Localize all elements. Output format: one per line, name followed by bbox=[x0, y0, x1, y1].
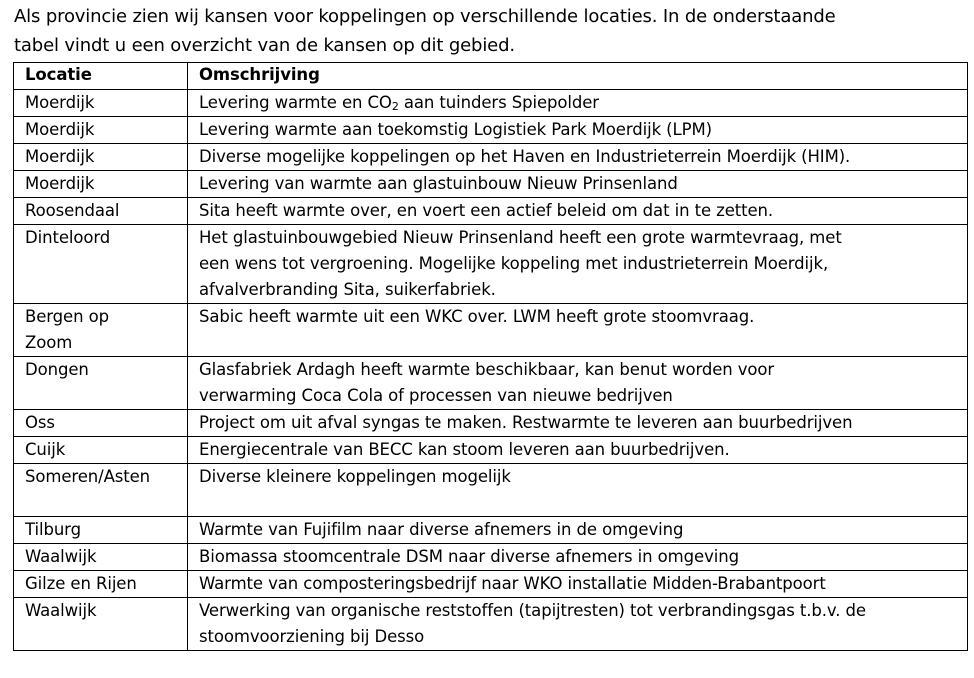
cell-omschrijving bbox=[188, 517, 968, 544]
table-row bbox=[14, 571, 968, 598]
cell-locatie-line: Gilze en Rijen bbox=[25, 574, 137, 593]
table-row bbox=[14, 517, 968, 544]
cell-omschrijving bbox=[188, 90, 968, 117]
cell-locatie bbox=[14, 304, 188, 357]
table-row bbox=[14, 464, 968, 517]
cell-omschrijving-line: Het glastuinbouwgebied Nieuw Prinsenland heeft een grote warmtevraag, met bbox=[199, 228, 842, 247]
cell-locatie-line: Waalwijk bbox=[25, 601, 97, 620]
cell-locatie-line: Roosendaal bbox=[25, 201, 120, 220]
cell-locatie bbox=[14, 117, 188, 144]
cell-omschrijving-line: Warmte van composteringsbedrijf naar WKO installatie Midden-Brabantpoort bbox=[199, 574, 826, 593]
cell-locatie bbox=[14, 464, 188, 517]
cell-locatie bbox=[14, 225, 188, 304]
table-row bbox=[14, 117, 968, 144]
intro-paragraph bbox=[14, 2, 972, 60]
cell-omschrijving-line: afvalverbranding Sita, suikerfabriek. bbox=[199, 280, 496, 299]
table-row bbox=[14, 225, 968, 304]
cell-omschrijving bbox=[188, 117, 968, 144]
cell-omschrijving-line: verwarming Coca Cola of processen van nieuwe bedrijven bbox=[199, 386, 673, 405]
cell-omschrijving-line: stoomvoorziening bij Desso bbox=[199, 627, 425, 646]
cell-text: Levering warmte en CO bbox=[199, 93, 392, 112]
cell-locatie bbox=[14, 437, 188, 464]
cell-locatie bbox=[14, 410, 188, 437]
cell-omschrijving-line: Warmte van Fujifilm naar diverse afnemers in de omgeving bbox=[199, 520, 684, 539]
cell-omschrijving bbox=[188, 171, 968, 198]
cell-omschrijving-line: Diverse mogelijke koppelingen op het Haven en Industrieterrein Moerdijk (HIM). bbox=[199, 147, 851, 166]
cell-locatie bbox=[14, 171, 188, 198]
cell-locatie bbox=[14, 357, 188, 410]
cell-locatie-line: Dinteloord bbox=[25, 228, 111, 247]
table-row bbox=[14, 410, 968, 437]
table-row bbox=[14, 304, 968, 357]
table-row bbox=[14, 544, 968, 571]
blank-line bbox=[199, 490, 963, 516]
cell-omschrijving-line bbox=[199, 90, 963, 116]
table-row bbox=[14, 357, 968, 410]
cell-omschrijving bbox=[188, 304, 968, 357]
cell-locatie-line: Moerdijk bbox=[25, 93, 95, 112]
table-body bbox=[14, 90, 968, 651]
cell-locatie-line: Waalwijk bbox=[25, 547, 97, 566]
cell-omschrijving-line: Sabic heeft warmte uit een WKC over. LWM heeft grote stoomvraag. bbox=[199, 307, 755, 326]
cell-omschrijving bbox=[188, 598, 968, 651]
cell-omschrijving bbox=[188, 357, 968, 410]
cell-omschrijving-line: Levering van warmte aan glastuinbouw Nieuw Prinsenland bbox=[199, 174, 678, 193]
cell-locatie-line: Moerdijk bbox=[25, 120, 95, 139]
intro-line-1: Als provincie zien wij kansen voor koppelingen op verschillende locaties. In de onderstaande bbox=[14, 6, 836, 27]
cell-omschrijving-line: een wens tot vergroening. Mogelijke koppeling met industrieterrein Moerdijk, bbox=[199, 254, 829, 273]
table-row bbox=[14, 90, 968, 117]
cell-omschrijving-line: Levering warmte aan toekomstig Logistiek Park Moerdijk (LPM) bbox=[199, 120, 712, 139]
cell-locatie bbox=[14, 90, 188, 117]
cell-omschrijving bbox=[188, 144, 968, 171]
cell-locatie-line: Moerdijk bbox=[25, 147, 95, 166]
cell-omschrijving bbox=[188, 410, 968, 437]
cell-omschrijving bbox=[188, 464, 968, 517]
table-header-row bbox=[14, 63, 968, 90]
table-row bbox=[14, 598, 968, 651]
intro-line-2: tabel vindt u een overzicht van de kansen op dit gebied. bbox=[14, 35, 515, 56]
table-row bbox=[14, 198, 968, 225]
cell-omschrijving bbox=[188, 225, 968, 304]
cell-locatie-line: Oss bbox=[25, 413, 55, 432]
cell-locatie bbox=[14, 571, 188, 598]
cell-locatie-line: Cuijk bbox=[25, 440, 66, 459]
cell-locatie bbox=[14, 517, 188, 544]
cell-omschrijving-line: Verwerking van organische reststoffen (tapijtresten) tot verbrandingsgas t.b.v. de bbox=[199, 601, 866, 620]
cell-locatie-line: Tilburg bbox=[25, 520, 81, 539]
cell-omschrijving-line: Biomassa stoomcentrale DSM naar diverse afnemers in omgeving bbox=[199, 547, 739, 566]
cell-locatie-line: Someren/Asten bbox=[25, 467, 151, 486]
cell-omschrijving bbox=[188, 437, 968, 464]
cell-omschrijving-line: Glasfabriek Ardagh heeft warmte beschikbaar, kan benut worden voor bbox=[199, 360, 775, 379]
cell-omschrijving bbox=[188, 544, 968, 571]
cell-omschrijving-line: Sita heeft warmte over, en voert een actief beleid om dat in te zetten. bbox=[199, 201, 774, 220]
cell-locatie-line: Dongen bbox=[25, 360, 89, 379]
column-header-locatie: Locatie bbox=[14, 63, 188, 90]
cell-text-suffix: aan tuinders Spiepolder bbox=[398, 93, 599, 112]
cell-locatie-line: Zoom bbox=[25, 333, 73, 352]
cell-omschrijving-line: Project om uit afval syngas te maken. Restwarmte te leveren aan buurbedrijven bbox=[199, 413, 853, 432]
cell-locatie-line: Bergen op bbox=[25, 307, 109, 326]
cell-omschrijving bbox=[188, 571, 968, 598]
subscript-text: 2 bbox=[391, 100, 399, 113]
cell-omschrijving bbox=[188, 198, 968, 225]
table-row bbox=[14, 144, 968, 171]
column-header-omschrijving: Omschrijving bbox=[188, 63, 968, 90]
kansen-table bbox=[13, 62, 968, 651]
cell-locatie bbox=[14, 598, 188, 651]
cell-locatie bbox=[14, 544, 188, 571]
cell-locatie-line: Moerdijk bbox=[25, 174, 95, 193]
table-row bbox=[14, 171, 968, 198]
cell-locatie bbox=[14, 198, 188, 225]
cell-omschrijving-line: Energiecentrale van BECC kan stoom leveren aan buurbedrijven. bbox=[199, 440, 730, 459]
cell-omschrijving-line: Diverse kleinere koppelingen mogelijk bbox=[199, 467, 511, 486]
table-row bbox=[14, 437, 968, 464]
cell-locatie bbox=[14, 144, 188, 171]
